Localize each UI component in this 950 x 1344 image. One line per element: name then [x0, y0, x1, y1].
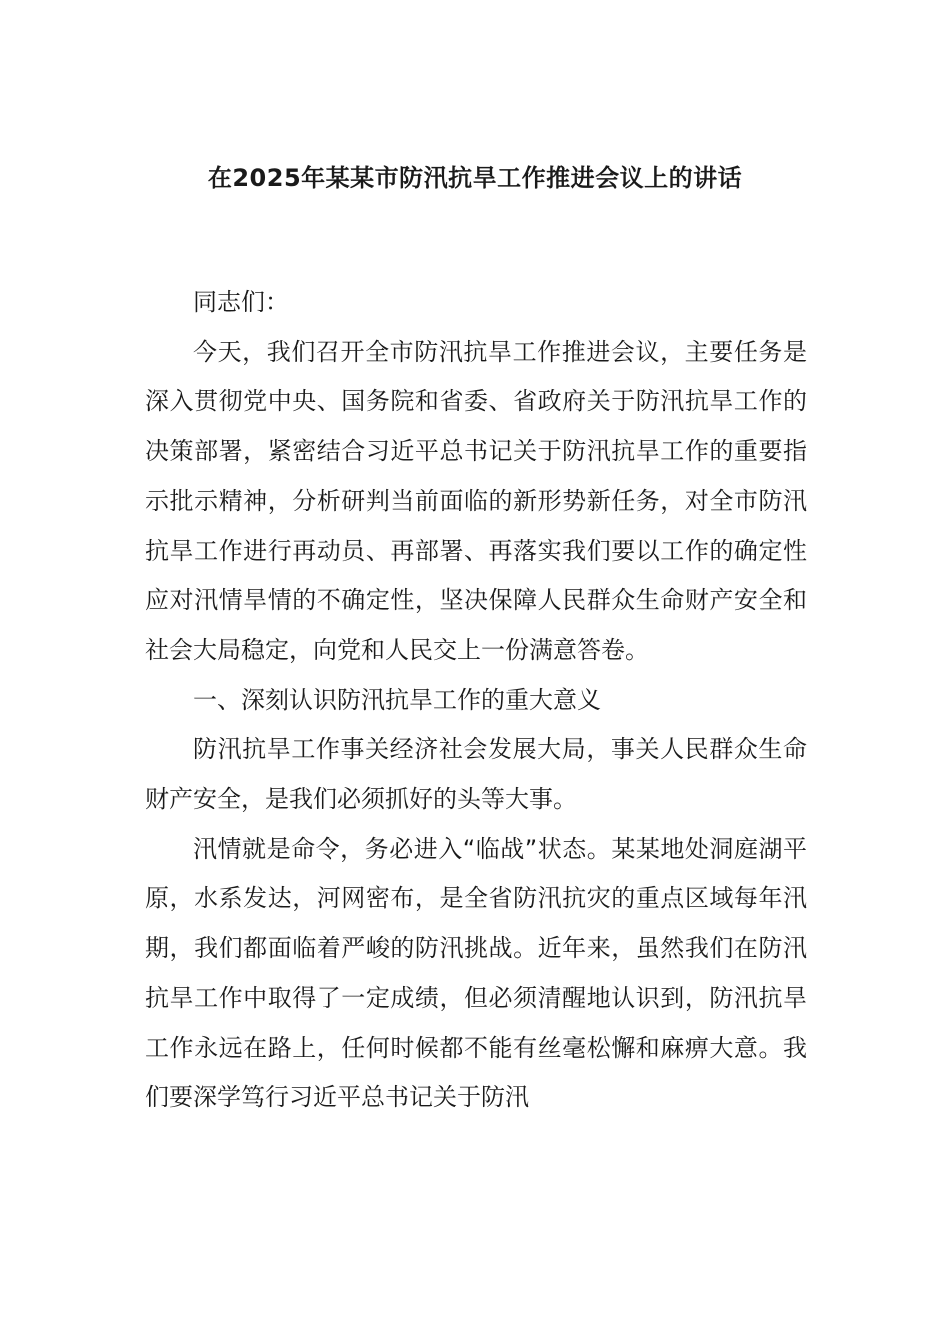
salutation-paragraph: 同志们：: [193, 288, 289, 316]
intro-paragraph: 今天，我们召开全市防汛抗旱工作推进会议，主要任务是深入贯彻党中央、国务院和省委、省政府关于防汛抗旱工作的决策部署，紧密结合习近平总书记关于防汛抗旱工作的重要指示批示精神，分析研判当前面临的新形势新任务，对全市防汛抗旱工作进行再动员、再部署、再落实我们要以工作的确定性应对汛情旱情的不确定性，坚决保障人民群众生命财产安全和社会大局稳定，向党和人民交上一份满意答卷。: [145, 337, 807, 664]
section-1-paragraph-1: 防汛抗旱工作事关经济社会发展大局，事关人民群众生命财产安全，是我们必须抓好的头等大事。: [145, 735, 807, 814]
document-body: [145, 278, 807, 1123]
section-heading-1: 一、深刻认识防汛抗旱工作的重大意义: [193, 685, 601, 714]
document-title: 在2025年某某市防汛抗旱工作推进会议上的讲话: [207, 164, 743, 192]
section-1-paragraph-2: 汛情就是命令，务必进入“临战”状态。某某地处洞庭湖平原，水系发达，河网密布，是全省防汛抗灾的重点区域每年汛期，我们都面临着严峻的防汛挑战。近年来，虽然我们在防汛抗旱工作中取得了一定成绩，但必须清醒地认识到，防汛抗旱工作永远在路上，任何时候都不能有丝毫松懈和麻痹大意。我们要深学笃行习近平总书记关于防汛: [145, 834, 807, 1112]
